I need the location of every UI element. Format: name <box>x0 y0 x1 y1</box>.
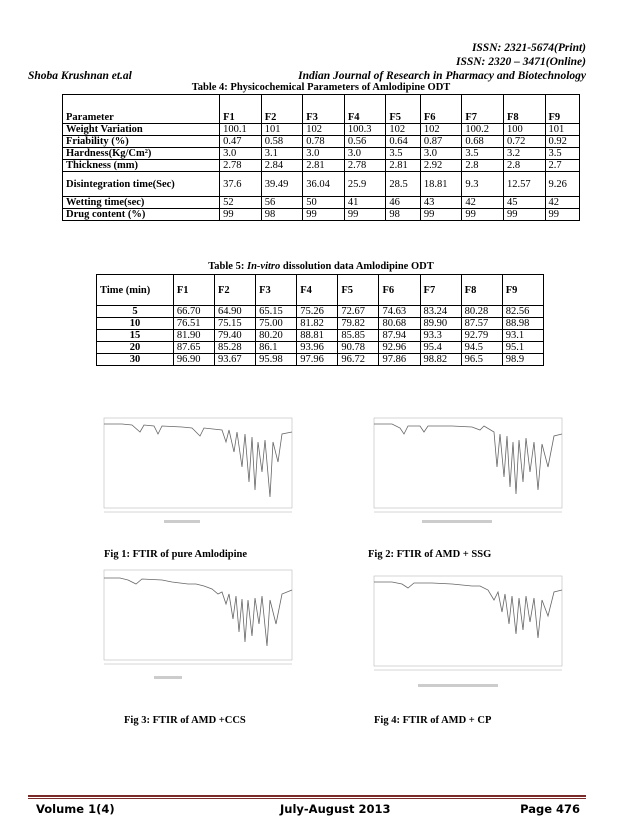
table5-value-cell: 76.51 <box>173 318 214 330</box>
table4-row <box>63 160 580 172</box>
table5-caption-suffix: dissolution data Amlodipine ODT <box>280 261 434 272</box>
table5-value-cell: 79.82 <box>338 318 379 330</box>
table4-value-cell: 28.5 <box>386 172 420 197</box>
table5-header-time: Time (min) <box>97 275 174 306</box>
table5-value-cell: 96.90 <box>173 354 214 366</box>
table5-header-cell: F4 <box>297 275 338 306</box>
table4-value-cell: 50 <box>303 197 345 209</box>
table5-value-cell: 88.81 <box>297 330 338 342</box>
table5 <box>96 274 544 366</box>
table4-parameter-cell: Disintegration time(Sec) <box>63 172 220 197</box>
table4-value-cell: 2.7 <box>545 160 580 172</box>
table5-value-cell: 92.79 <box>461 330 502 342</box>
table5-header-cell: F3 <box>256 275 297 306</box>
table4-value-cell: 101 <box>545 124 580 136</box>
table5-value-cell: 81.90 <box>173 330 214 342</box>
table4-value-cell: 100.1 <box>220 124 262 136</box>
table4-header-cell: F5 <box>386 95 420 124</box>
table5-header-cell: F7 <box>420 275 461 306</box>
table5-header-row <box>97 275 544 306</box>
table4-row <box>63 124 580 136</box>
table4-header-cell: F8 <box>503 95 545 124</box>
ftir-spectrum-image <box>92 412 297 530</box>
table5-header-cell: F1 <box>173 275 214 306</box>
table5-value-cell: 87.94 <box>379 330 420 342</box>
table5-time-cell: 10 <box>97 318 174 330</box>
table4-value-cell: 25.9 <box>344 172 386 197</box>
table4-parameter-cell: Hardness(Kg/Cm²) <box>63 148 220 160</box>
table5-value-cell: 86.1 <box>256 342 297 354</box>
table4-value-cell: 2.81 <box>303 160 345 172</box>
ftir-spectrum-fig2 <box>362 412 567 530</box>
table4-value-cell: 100 <box>503 124 545 136</box>
table4-value-cell: 102 <box>303 124 345 136</box>
table4-parameter-cell: Wetting time(sec) <box>63 197 220 209</box>
issn-print: ISSN: 2321-5674(Print) <box>471 42 586 54</box>
table4-header-parameter: Parameter <box>63 95 220 124</box>
table5-value-cell: 93.96 <box>297 342 338 354</box>
table5-value-cell: 75.26 <box>297 306 338 318</box>
table4-value-cell: 45 <box>503 197 545 209</box>
table5-value-cell: 95.1 <box>502 342 543 354</box>
footer-rule-thin <box>28 798 586 799</box>
table4-value-cell: 56 <box>261 197 303 209</box>
table5-value-cell: 94.5 <box>461 342 502 354</box>
table4-value-cell: 0.87 <box>420 136 462 148</box>
table5-value-cell: 80.28 <box>461 306 502 318</box>
table5-value-cell: 96.5 <box>461 354 502 366</box>
table4-value-cell: 98 <box>261 209 303 221</box>
table5-value-cell: 95.98 <box>256 354 297 366</box>
ftir-spectrum-fig4 <box>362 572 567 690</box>
table4-header-cell: F3 <box>303 95 345 124</box>
table5-value-cell: 80.68 <box>379 318 420 330</box>
table4-value-cell: 52 <box>220 197 262 209</box>
table4-value-cell: 0.78 <box>303 136 345 148</box>
fig2-caption: Fig 2: FTIR of AMD + SSG <box>368 549 492 560</box>
table5-value-cell: 65.15 <box>256 306 297 318</box>
table4-value-cell: 18.81 <box>420 172 462 197</box>
table4-header-cell: F7 <box>462 95 504 124</box>
table5-value-cell: 66.70 <box>173 306 214 318</box>
table4-caption: Table 4: Physicochemical Parameters of Amlodipine ODT <box>191 82 451 93</box>
ftir-spectrum-image <box>362 412 567 530</box>
author-name: Shoba Krushnan et.al <box>28 70 132 82</box>
table4-value-cell: 0.72 <box>503 136 545 148</box>
table5-row <box>97 330 544 342</box>
table4-value-cell: 36.04 <box>303 172 345 197</box>
table5-time-cell: 30 <box>97 354 174 366</box>
table5-value-cell: 64.90 <box>215 306 256 318</box>
table5-value-cell: 96.72 <box>338 354 379 366</box>
table5-time-cell: 20 <box>97 342 174 354</box>
table4-value-cell: 102 <box>420 124 462 136</box>
ftir-spectrum-fig1 <box>92 412 297 530</box>
table4-value-cell: 99 <box>344 209 386 221</box>
table5-caption <box>62 261 580 272</box>
table5-value-cell: 89.90 <box>420 318 461 330</box>
table5-value-cell: 75.00 <box>256 318 297 330</box>
table4-parameter-cell: Friability (%) <box>63 136 220 148</box>
table5-value-cell: 90.78 <box>338 342 379 354</box>
issn-online: ISSN: 2320 – 3471(Online) <box>455 56 586 68</box>
table4-value-cell: 3.0 <box>420 148 462 160</box>
table5-value-cell: 81.82 <box>297 318 338 330</box>
table4-header-cell: F2 <box>261 95 303 124</box>
table5-row <box>97 306 544 318</box>
table5-value-cell: 98.9 <box>502 354 543 366</box>
table4-value-cell: 42 <box>545 197 580 209</box>
table4-row <box>63 172 580 197</box>
table4-row <box>63 197 580 209</box>
table5-value-cell: 92.96 <box>379 342 420 354</box>
table5-value-cell: 95.4 <box>420 342 461 354</box>
table5-row <box>97 354 544 366</box>
table4-header-cell: F6 <box>420 95 462 124</box>
table4-value-cell: 2.8 <box>462 160 504 172</box>
table4-parameter-cell: Weight Variation <box>63 124 220 136</box>
footer-page: Page 476 <box>520 802 580 816</box>
table4-value-cell: 3.5 <box>462 148 504 160</box>
table4-row <box>63 148 580 160</box>
table4-value-cell: 99 <box>420 209 462 221</box>
table4-value-cell: 3.0 <box>344 148 386 160</box>
table4-row <box>63 209 580 221</box>
table4-header-cell: F9 <box>545 95 580 124</box>
table4-value-cell: 3.0 <box>303 148 345 160</box>
table4-value-cell: 9.26 <box>545 172 580 197</box>
table4-value-cell: 99 <box>462 209 504 221</box>
ftir-spectrum-fig3 <box>92 564 297 682</box>
table5-value-cell: 98.82 <box>420 354 461 366</box>
table5-value-cell: 80.20 <box>256 330 297 342</box>
table5-value-cell: 87.57 <box>461 318 502 330</box>
table5-value-cell: 85.85 <box>338 330 379 342</box>
table4-value-cell: 46 <box>386 197 420 209</box>
table5-value-cell: 97.86 <box>379 354 420 366</box>
table5-value-cell: 93.1 <box>502 330 543 342</box>
table4-value-cell: 0.64 <box>386 136 420 148</box>
table5-value-cell: 74.63 <box>379 306 420 318</box>
table5-row <box>97 318 544 330</box>
table4-value-cell: 42 <box>462 197 504 209</box>
table4-parameter-cell: Thickness (mm) <box>63 160 220 172</box>
table4-value-cell: 99 <box>503 209 545 221</box>
footer-rule <box>28 795 586 797</box>
table5-header-cell: F9 <box>502 275 543 306</box>
table4-value-cell: 100.3 <box>344 124 386 136</box>
table4-value-cell: 101 <box>261 124 303 136</box>
table5-header-cell: F8 <box>461 275 502 306</box>
table4-value-cell: 3.2 <box>503 148 545 160</box>
table4-value-cell: 39.49 <box>261 172 303 197</box>
table5-header-cell: F6 <box>379 275 420 306</box>
table4-header-row <box>63 95 580 124</box>
table4-value-cell: 0.68 <box>462 136 504 148</box>
table4-value-cell: 100.2 <box>462 124 504 136</box>
table4-value-cell: 2.92 <box>420 160 462 172</box>
table4-header-cell: F4 <box>344 95 386 124</box>
footer-volume: Volume 1(4) <box>36 802 115 816</box>
table5-header-cell: F5 <box>338 275 379 306</box>
table5-caption-prefix: Table 5: <box>208 261 247 272</box>
table5-value-cell: 85.28 <box>215 342 256 354</box>
table5-value-cell: 87.65 <box>173 342 214 354</box>
table4-value-cell: 0.47 <box>220 136 262 148</box>
fig1-caption: Fig 1: FTIR of pure Amlodipine <box>104 549 248 560</box>
table4-value-cell: 43 <box>420 197 462 209</box>
table4-value-cell: 99 <box>545 209 580 221</box>
table4-header-cell: F1 <box>220 95 262 124</box>
table4-value-cell: 0.58 <box>261 136 303 148</box>
table5-row <box>97 342 544 354</box>
table5-value-cell: 72.67 <box>338 306 379 318</box>
fig4-caption: Fig 4: FTIR of AMD + CP <box>374 715 492 726</box>
table5-value-cell: 88.98 <box>502 318 543 330</box>
table5-value-cell: 82.56 <box>502 306 543 318</box>
table4-value-cell: 12.57 <box>503 172 545 197</box>
table5-value-cell: 93.3 <box>420 330 461 342</box>
table5-header-cell: F2 <box>215 275 256 306</box>
table4-row <box>63 136 580 148</box>
table4-value-cell: 3.5 <box>386 148 420 160</box>
table4-value-cell: 2.81 <box>386 160 420 172</box>
table4-value-cell: 2.84 <box>261 160 303 172</box>
table4-value-cell: 2.8 <box>503 160 545 172</box>
ftir-spectrum-image <box>362 572 567 690</box>
table4-value-cell: 3.0 <box>220 148 262 160</box>
table4-value-cell: 102 <box>386 124 420 136</box>
table4-value-cell: 41 <box>344 197 386 209</box>
table4-value-cell: 3.1 <box>261 148 303 160</box>
table5-caption-italic: In-vitro <box>246 261 281 272</box>
journal-name: Indian Journal of Research in Pharmacy and Biotechnology <box>298 70 586 82</box>
table4-value-cell: 2.78 <box>220 160 262 172</box>
table4-parameter-cell: Drug content (%) <box>63 209 220 221</box>
fig3-caption: Fig 3: FTIR of AMD +CCS <box>124 715 246 726</box>
table4-value-cell: 98 <box>386 209 420 221</box>
table5-value-cell: 75.15 <box>215 318 256 330</box>
ftir-spectrum-image <box>92 564 297 682</box>
table4-value-cell: 3.5 <box>545 148 580 160</box>
footer-date: July-August 2013 <box>280 802 391 816</box>
table4-value-cell: 0.56 <box>344 136 386 148</box>
table4-value-cell: 99 <box>303 209 345 221</box>
table5-value-cell: 93.67 <box>215 354 256 366</box>
table4-value-cell: 0.92 <box>545 136 580 148</box>
table4-value-cell: 99 <box>220 209 262 221</box>
table5-value-cell: 79.40 <box>215 330 256 342</box>
table5-value-cell: 97.96 <box>297 354 338 366</box>
table4-value-cell: 2.78 <box>344 160 386 172</box>
table5-time-cell: 15 <box>97 330 174 342</box>
table4-value-cell: 37.6 <box>220 172 262 197</box>
table4 <box>62 94 580 221</box>
table5-value-cell: 83.24 <box>420 306 461 318</box>
table4-value-cell: 9.3 <box>462 172 504 197</box>
table5-time-cell: 5 <box>97 306 174 318</box>
